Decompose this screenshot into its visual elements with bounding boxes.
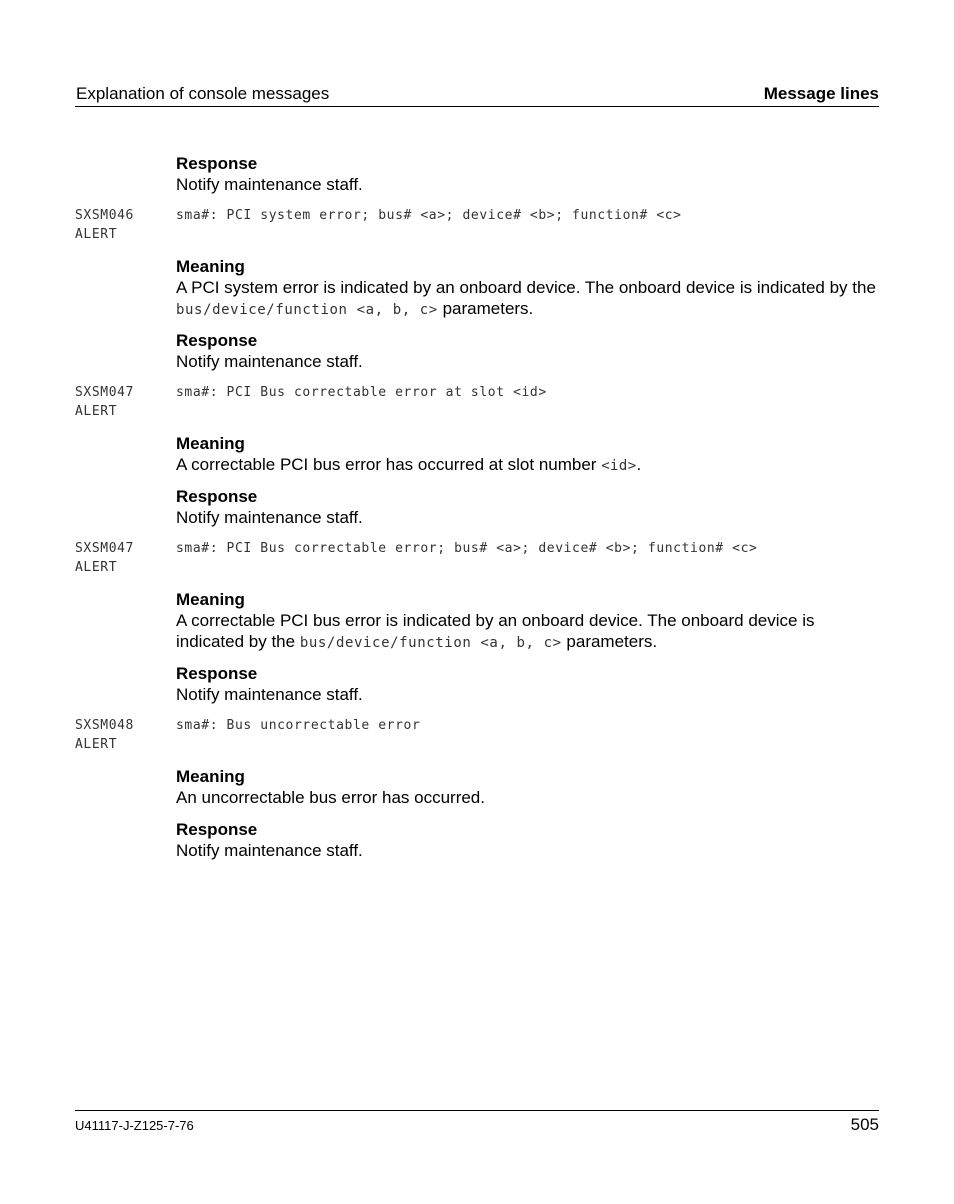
response-heading: Response [176, 664, 258, 683]
meaning-heading: Meaning [176, 767, 245, 786]
response-text: Notify maintenance staff. [176, 175, 363, 194]
meaning-text: A correctable PCI bus error is indicated by an onboard device. The onboard device is indicated by the [176, 611, 815, 651]
response-text: Notify maintenance staff. [176, 841, 363, 860]
message-level: ALERT [75, 227, 118, 242]
meaning-heading: Meaning [176, 590, 245, 609]
message-code-cell [75, 383, 165, 421]
message-code-cell [75, 539, 165, 577]
message-code: SXSM046 [75, 208, 134, 223]
response-block [176, 153, 878, 195]
message-text: sma#: Bus uncorrectable error [176, 718, 421, 733]
meaning-heading: Meaning [176, 434, 245, 453]
response-heading: Response [176, 487, 258, 506]
page-number: 505 [850, 1115, 879, 1134]
response-text: Notify maintenance staff. [176, 352, 363, 371]
response-block [176, 486, 878, 528]
meaning-text: A correctable PCI bus error has occurred at slot number [176, 455, 597, 474]
response-text: Notify maintenance staff. [176, 685, 363, 704]
message-code-cell [75, 716, 165, 754]
meaning-parameter: bus/device/function <a, b, c> [176, 302, 438, 318]
message-level: ALERT [75, 737, 118, 752]
message-code: SXSM047 [75, 385, 134, 400]
page-footer [75, 1110, 879, 1134]
meaning-block [176, 766, 878, 808]
meaning-block [176, 256, 878, 321]
message-level: ALERT [75, 404, 118, 419]
meaning-block [176, 433, 878, 477]
document-id: U41117-J-Z125-7-76 [75, 1118, 194, 1133]
meaning-text: A PCI system error is indicated by an onboard device. The onboard device is indicated by the [176, 278, 876, 297]
response-heading: Response [176, 154, 258, 173]
meaning-block [176, 589, 878, 654]
message-code: SXSM047 [75, 541, 134, 556]
header-section-title: Explanation of console messages [76, 84, 330, 103]
response-text: Notify maintenance staff. [176, 508, 363, 527]
meaning-heading: Meaning [176, 257, 245, 276]
message-text: sma#: PCI Bus correctable error; bus# <a>; device# <b>; function# <c> [176, 541, 758, 556]
meaning-text-end: . [636, 455, 642, 474]
message-level: ALERT [75, 560, 118, 575]
page-header [75, 84, 879, 107]
message-code-cell [75, 206, 165, 244]
meaning-text-end: parameters. [442, 299, 534, 318]
response-block [176, 663, 878, 705]
meaning-parameter: bus/device/function <a, b, c> [299, 635, 562, 651]
meaning-parameter: <id> [601, 458, 637, 474]
meaning-text-end: parameters. [566, 632, 658, 651]
response-heading: Response [176, 820, 258, 839]
response-block [176, 330, 878, 372]
response-block [176, 819, 878, 861]
message-text: sma#: PCI system error; bus# <a>; device# <b>; function# <c> [176, 208, 682, 223]
message-code: SXSM048 [75, 718, 134, 733]
response-heading: Response [176, 331, 258, 350]
message-text: sma#: PCI Bus correctable error at slot <id> [176, 385, 547, 400]
meaning-text: An uncorrectable bus error has occurred. [176, 788, 485, 807]
header-chapter-title: Message lines [763, 84, 879, 103]
